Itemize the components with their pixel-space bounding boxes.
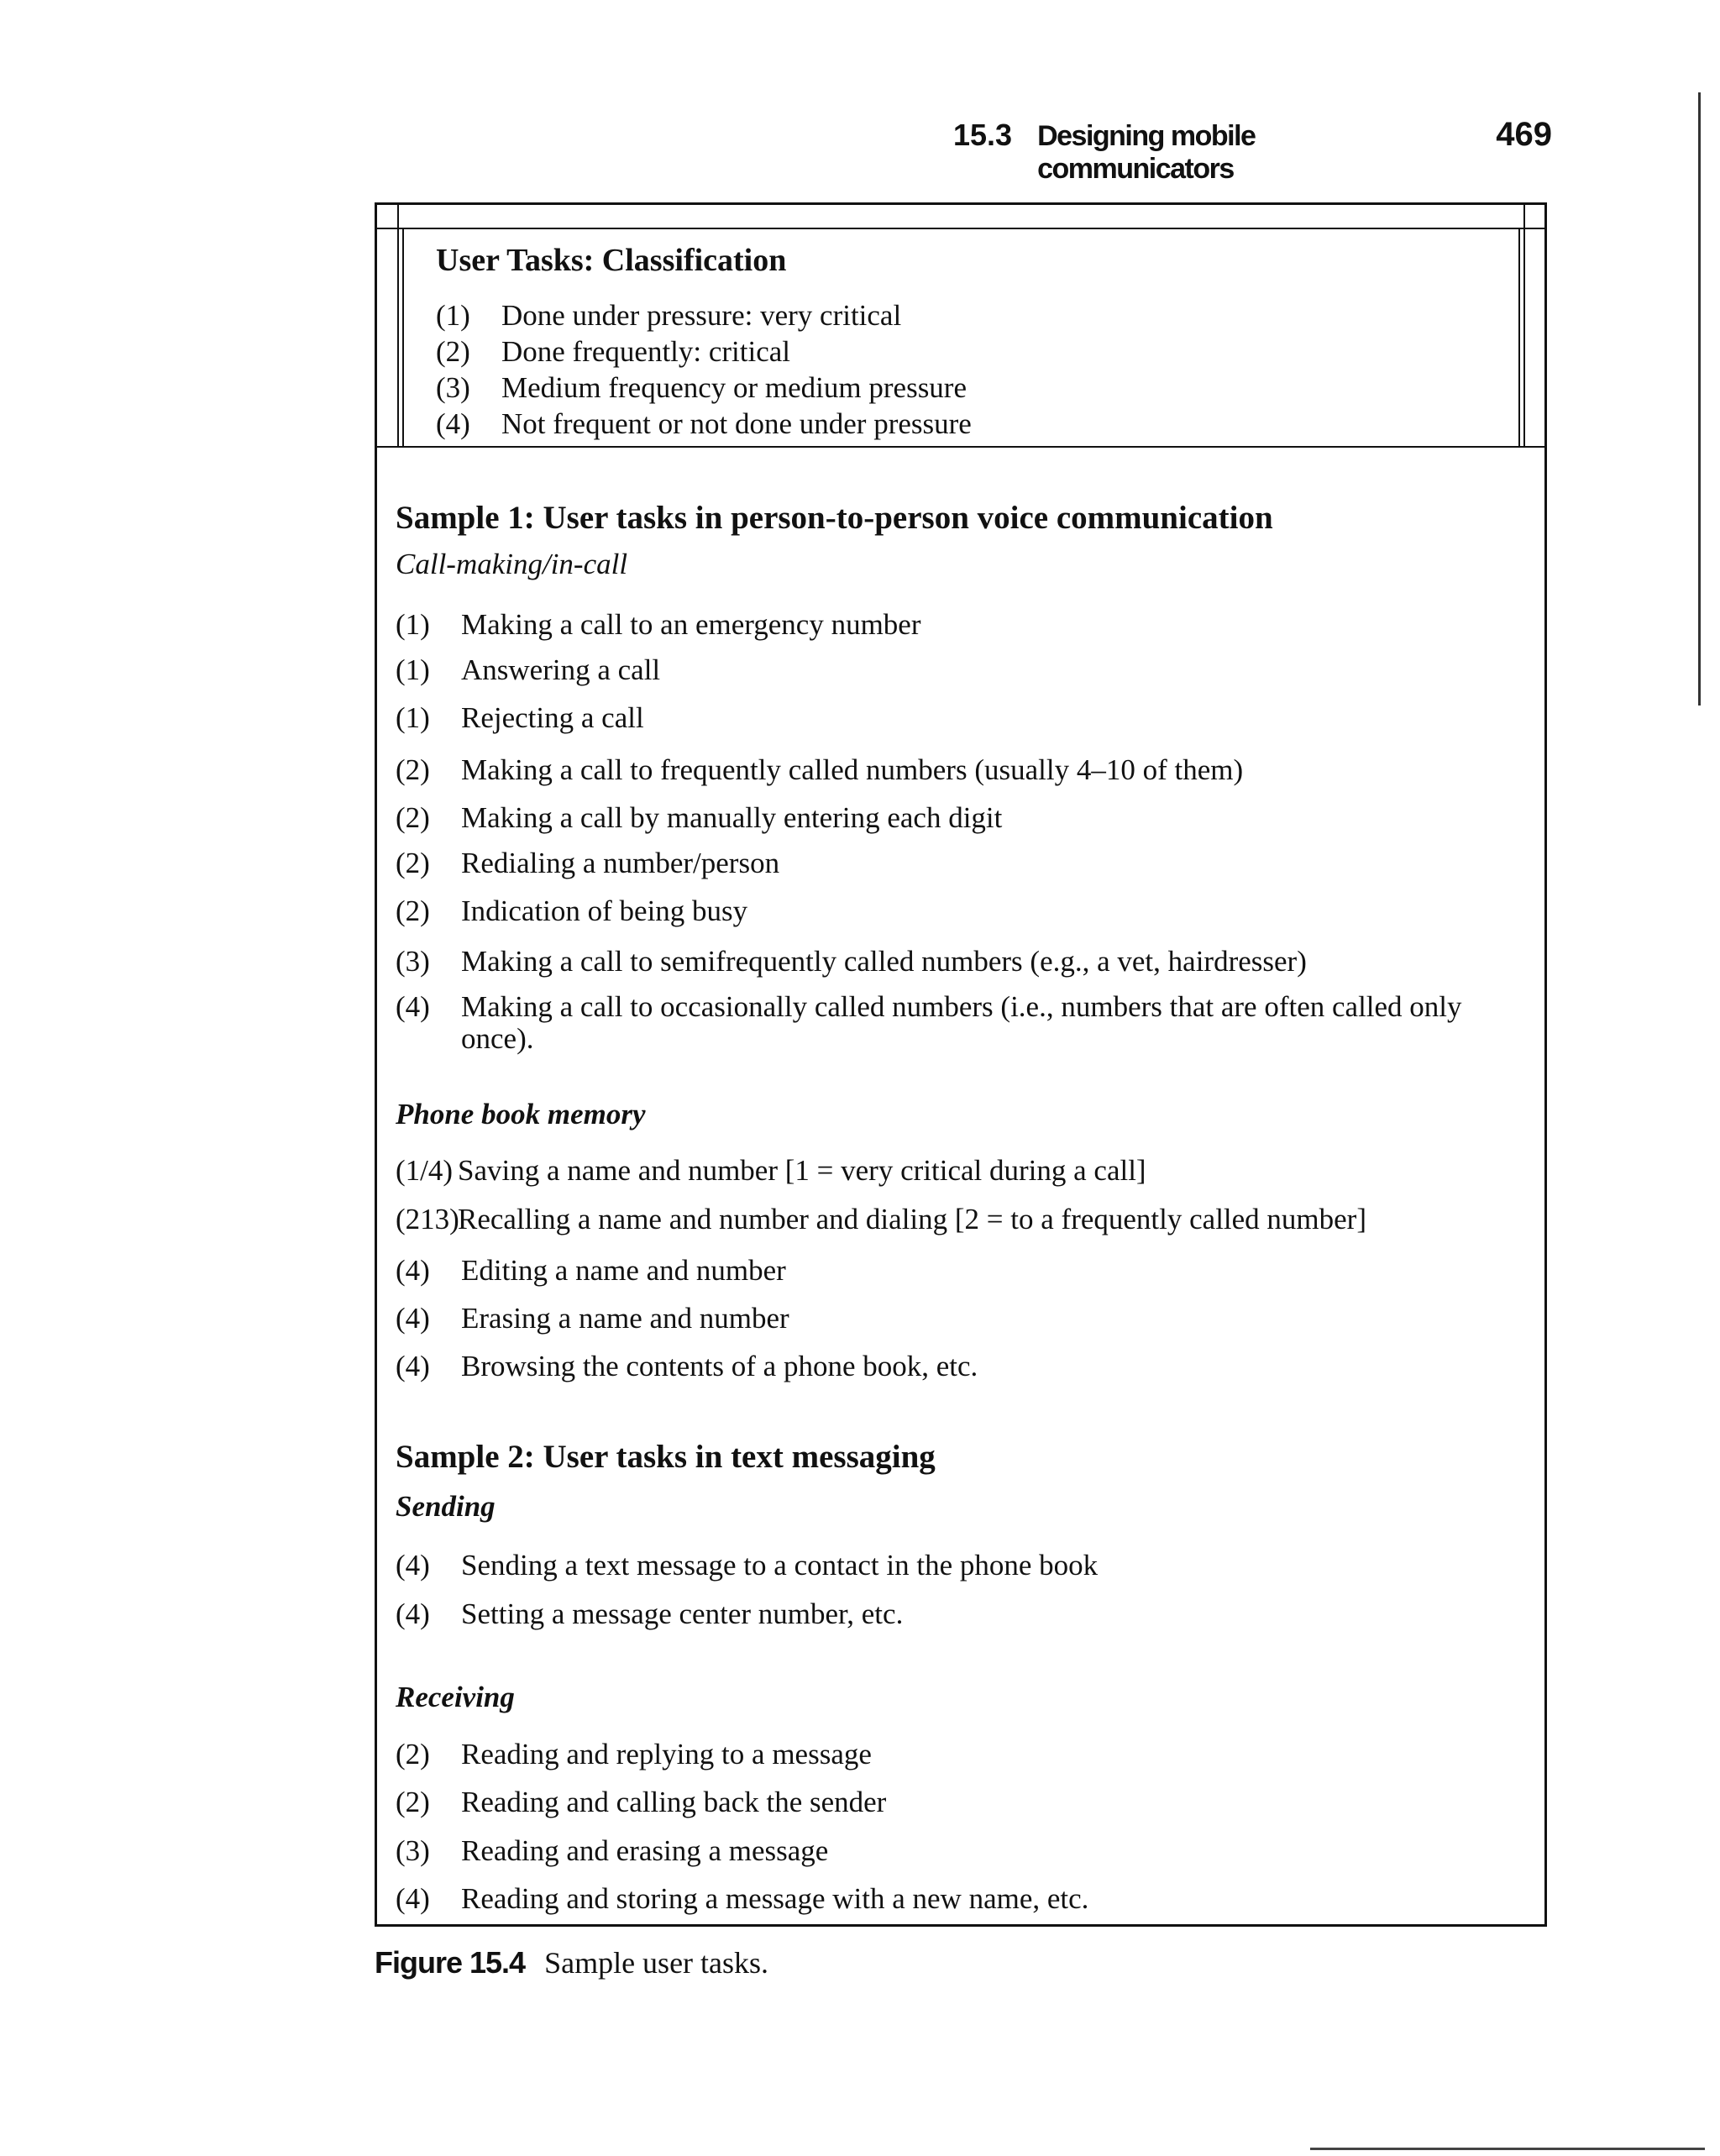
item-text: Making a call to semifrequently called numbers (e.g., a vet, hairdresser): [461, 945, 1307, 978]
item-number: (1/4): [396, 1154, 454, 1187]
item-text: Erasing a name and number: [461, 1302, 789, 1335]
classification-box: [377, 205, 1544, 448]
item-text: Setting a message center number, etc.: [461, 1597, 904, 1630]
item-number: (2): [436, 335, 470, 368]
phone-book-heading: Phone book memory: [396, 1098, 646, 1130]
call-making-heading: Call-making/in-call: [396, 548, 628, 580]
list-item: [396, 894, 1521, 928]
classification-list: [436, 297, 972, 442]
item-number: (4): [436, 407, 470, 440]
item-number: (1): [396, 608, 430, 641]
divider: [397, 205, 399, 448]
list-item: [396, 801, 1521, 835]
list-item: [396, 1302, 1521, 1335]
item-text: Browsing the contents of a phone book, etc.: [461, 1350, 978, 1382]
list-item: [396, 945, 1521, 978]
item-number: (3): [396, 945, 430, 978]
item-text: Redialing a number/person: [461, 847, 780, 879]
item-text: Reading and erasing a message: [461, 1834, 829, 1867]
receiving-heading: Receiving: [396, 1681, 515, 1713]
item-number: (4): [396, 1350, 430, 1382]
list-item: [436, 370, 972, 406]
item-text: Done frequently: critical: [501, 335, 791, 368]
item-number: (2): [396, 753, 430, 786]
classification-top-strip: [377, 205, 1544, 229]
list-item: [436, 333, 972, 370]
item-number: (3): [436, 371, 470, 404]
sample2-title: Sample 2: User tasks in text messaging: [396, 1439, 936, 1475]
item-number: (4): [396, 1597, 430, 1630]
list-item: [396, 1254, 1521, 1288]
item-number: (4): [396, 1254, 430, 1287]
item-number: (2): [396, 847, 430, 879]
section-number: 15.3: [953, 118, 1013, 152]
item-text: Reading and calling back the sender: [461, 1786, 887, 1818]
sending-heading: Sending: [396, 1490, 496, 1523]
item-number: (1): [396, 653, 430, 686]
sample1-title: Sample 1: User tasks in person-to-person voice communication: [396, 500, 1273, 536]
figure-box: [375, 202, 1547, 1927]
item-text: Not frequent or not done under pressure: [501, 407, 972, 440]
list-item: [436, 406, 972, 442]
item-text: Medium frequency or medium pressure: [501, 371, 968, 404]
divider: [1523, 205, 1525, 448]
item-number: (1): [436, 299, 470, 332]
list-item: [396, 1738, 1521, 1771]
item-number: (2): [396, 1786, 430, 1818]
item-text: Reading and storing a message with a new name, etc.: [461, 1882, 1089, 1915]
item-text: Making a call by manually entering each digit: [461, 801, 1003, 834]
item-text: Done under pressure: very critical: [501, 299, 902, 332]
item-number: (1): [396, 701, 430, 734]
item-text: Sending a text message to a contact in the phone book: [461, 1549, 1099, 1582]
list-item: [396, 1154, 1521, 1188]
figure-label: Figure 15.4: [375, 1945, 526, 1980]
list-item: [396, 1786, 1521, 1819]
list-item: [396, 1882, 1521, 1916]
list-item: [396, 701, 1521, 735]
item-number: (2): [396, 801, 430, 834]
item-text: Making a call to an emergency number: [461, 608, 921, 641]
item-text: Reading and replying to a message: [461, 1738, 872, 1770]
list-item: [396, 1549, 1521, 1582]
item-number: (3): [396, 1834, 430, 1867]
item-text: Indication of being busy: [461, 894, 748, 927]
page-number: 469: [1496, 116, 1552, 153]
item-number: (4): [396, 990, 430, 1023]
item-number: (2): [396, 1738, 430, 1770]
item-text: Editing a name and number: [461, 1254, 786, 1287]
item-text: Saving a name and number [1 = very critical during a call]: [458, 1154, 1146, 1187]
item-number: (213): [396, 1203, 459, 1235]
caption-text: Sample user tasks.: [544, 1946, 769, 1980]
divider: [402, 228, 404, 448]
classification-title: User Tasks: Classification: [436, 243, 787, 278]
item-number: (4): [396, 1549, 430, 1582]
list-item: [396, 1350, 1521, 1383]
bottom-rule: [1310, 2148, 1705, 2150]
list-item: [396, 608, 1521, 642]
item-text: Answering a call: [461, 653, 661, 686]
list-item: [396, 1834, 1521, 1868]
list-item: [396, 1597, 1521, 1631]
list-item: [396, 1203, 1521, 1236]
item-text: Recalling a name and number and dialing [2 = to a frequently called number]: [458, 1203, 1366, 1235]
figure-caption: [375, 1945, 768, 1980]
page-edge-line: [1698, 92, 1701, 706]
running-header: [953, 116, 1552, 185]
list-item: [436, 297, 972, 333]
list-item: [396, 991, 1521, 1055]
item-number: (2): [396, 894, 430, 927]
section-title: Designing mobile communicators: [1037, 120, 1256, 185]
list-item: [396, 653, 1521, 687]
divider: [1518, 228, 1520, 448]
list-item: [396, 847, 1521, 880]
list-item: [396, 753, 1521, 787]
item-text: Making a call to frequently called numbers (usually 4–10 of them): [461, 753, 1244, 786]
item-text: Rejecting a call: [461, 701, 644, 734]
item-text: Making a call to occasionally called numbers (i.e., numbers that are often called only once).: [461, 990, 1462, 1055]
item-number: (4): [396, 1302, 430, 1335]
item-number: (4): [396, 1882, 430, 1915]
